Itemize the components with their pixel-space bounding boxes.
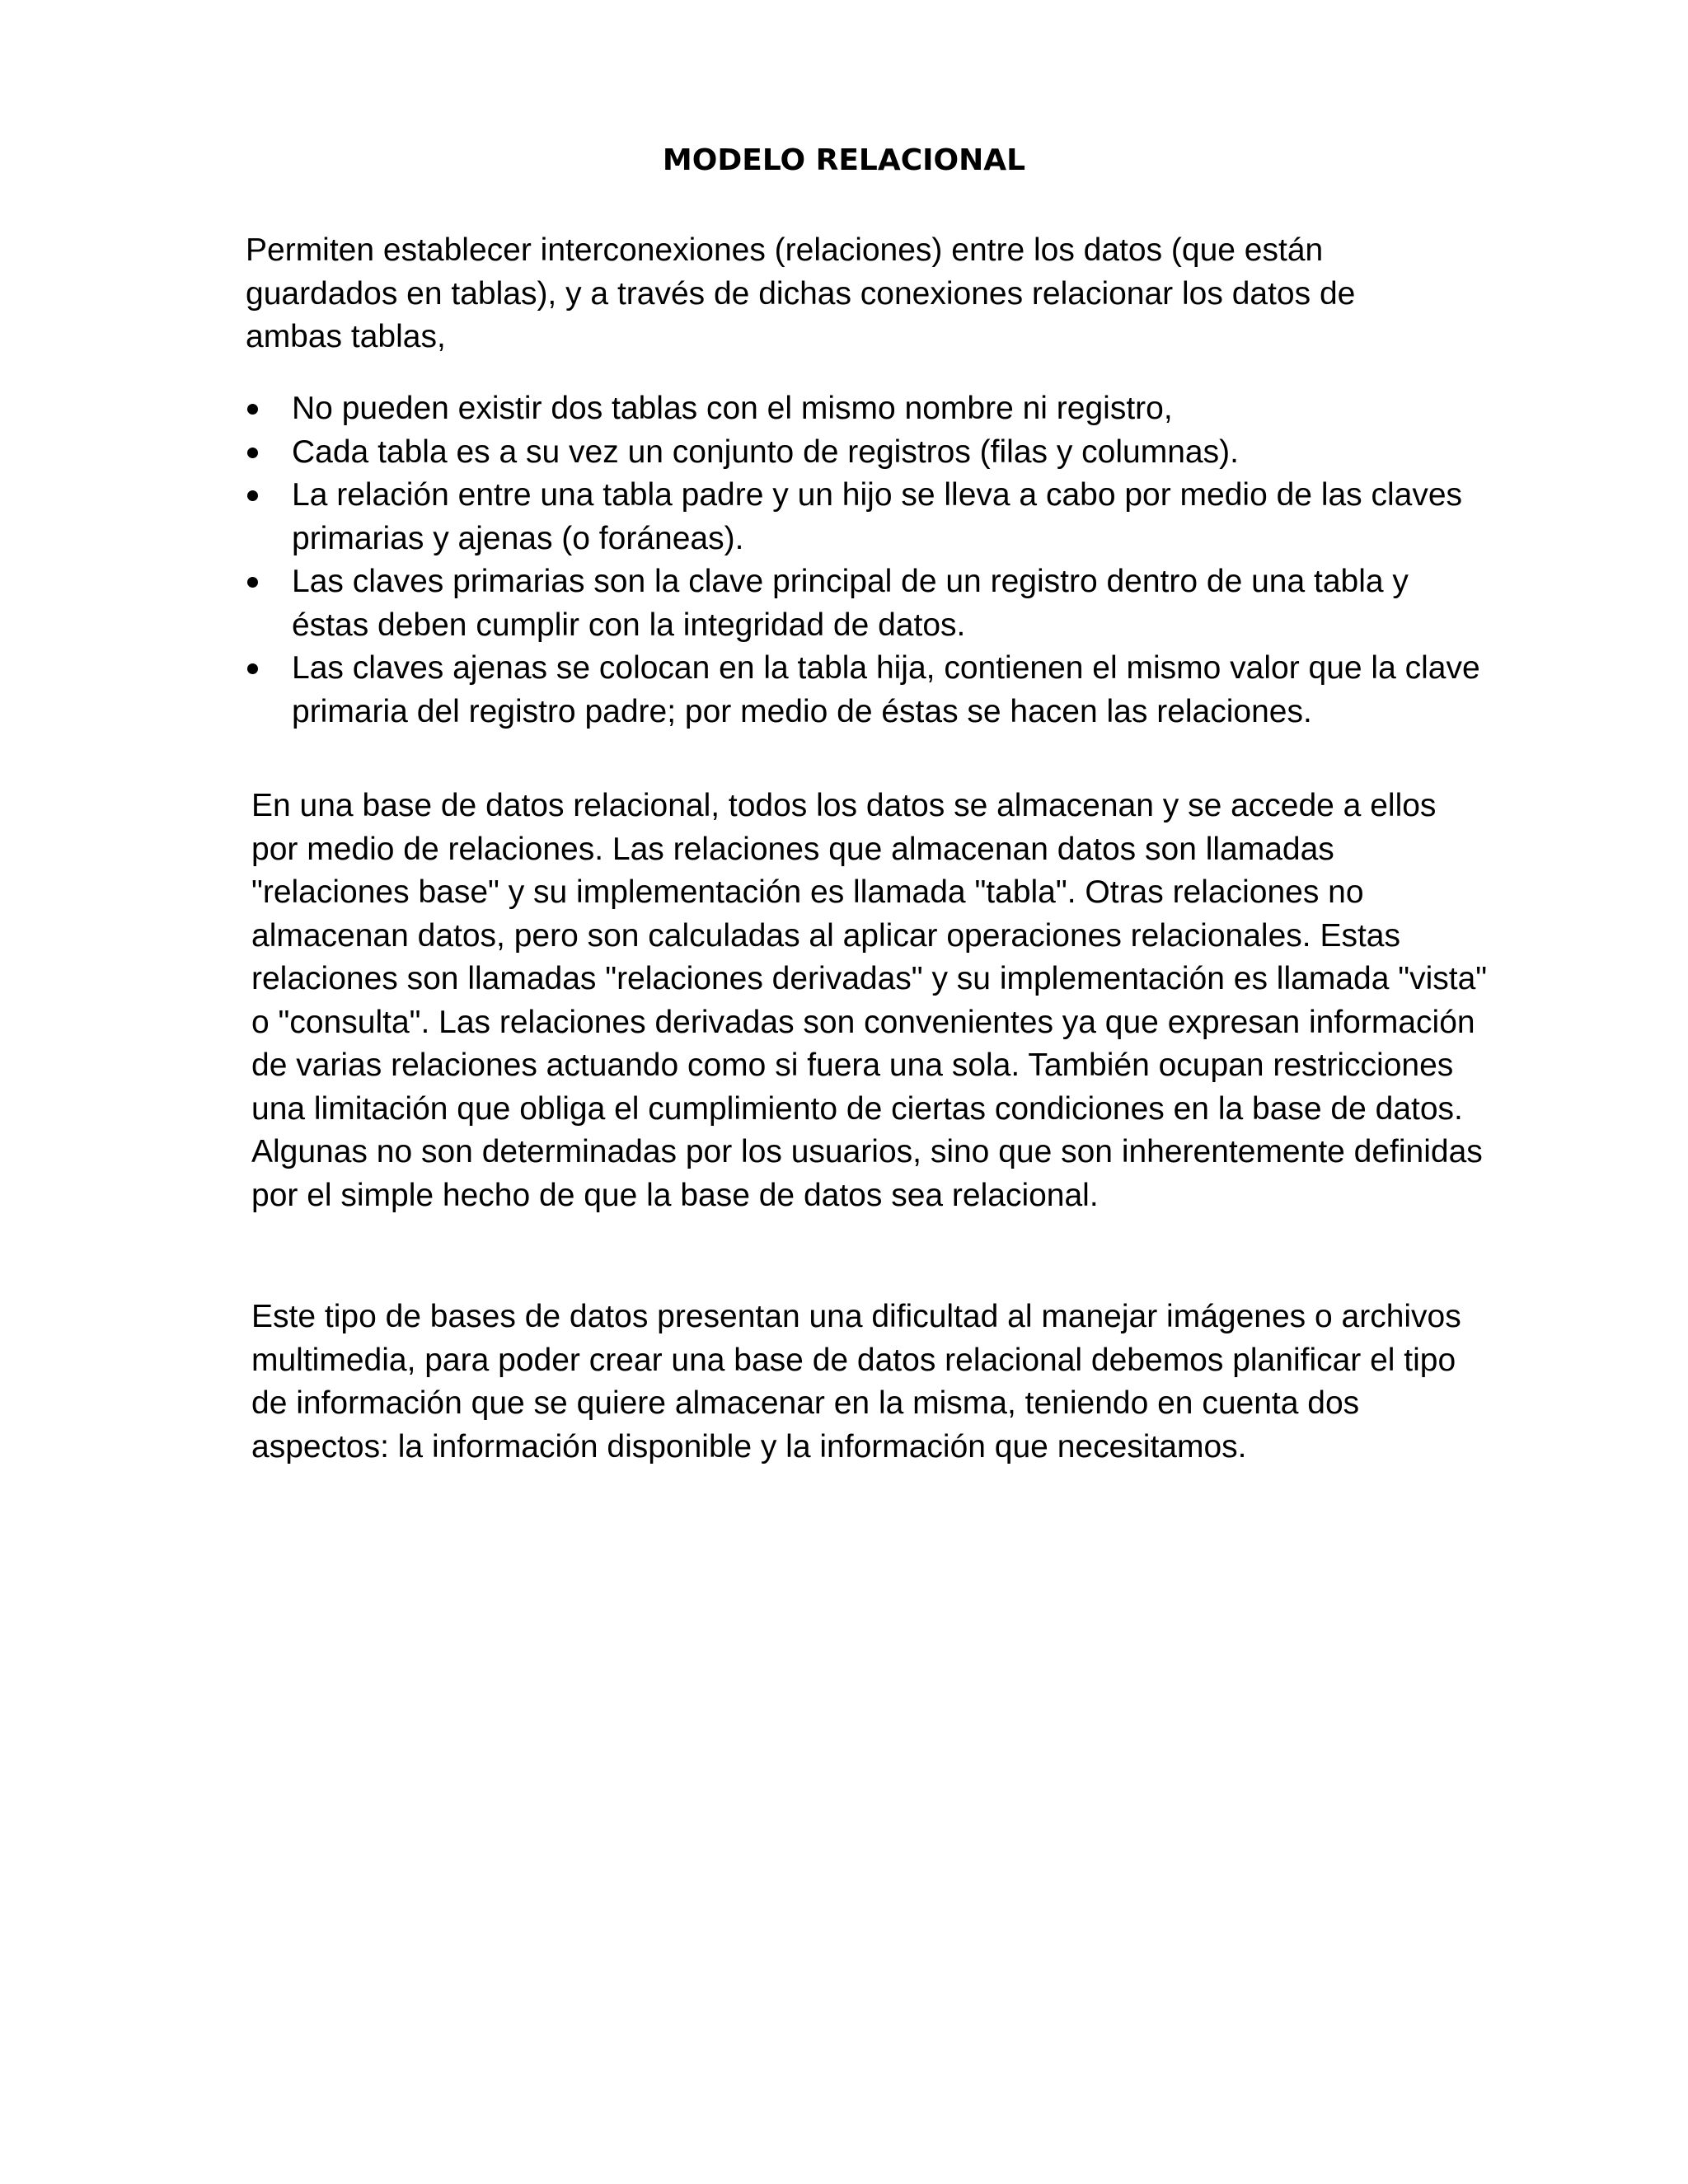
bullet-item xyxy=(246,474,1482,560)
bullet-item xyxy=(246,647,1482,733)
body-paragraph-difficulty: Este tipo de bases de datos presentan una dificultad al manejar imágenes o archivos multimedia, para poder crear una base de datos relacional debemos planificar el tipo de información que se quiere almacenar en la misma, teniendo en cuenta dos aspectos: la información disponible y la información que necesitamos. xyxy=(251,1299,1461,1465)
bullet-text: La relación entre una tabla padre y un hijo se lleva a cabo por medio de las claves primarias y ajenas (o foráneas). xyxy=(292,477,1463,556)
bullet-icon xyxy=(247,448,258,458)
intro-paragraph: Permiten establecer interconexiones (relaciones) entre los datos (que están guardados en tablas), y a través de dichas conexiones relacionar los datos de ambas tablas, xyxy=(246,232,1356,354)
bullet-item xyxy=(246,387,1482,431)
bullet-item xyxy=(246,431,1482,475)
document-title: MODELO RELACIONAL xyxy=(662,143,1026,177)
bullet-icon xyxy=(247,663,258,674)
bullet-text: Cada tabla es a su vez un conjunto de registros (filas y columnas). xyxy=(292,434,1239,470)
bullet-text: No pueden existir dos tablas con el mismo nombre ni registro, xyxy=(292,391,1173,426)
bullet-text: Las claves ajenas se colocan en la tabla hija, contienen el mismo valor que la clave primaria del registro padre; por medio de éstas se hacen las relaciones. xyxy=(292,650,1480,729)
bullet-text: Las claves primarias son la clave principal de un registro dentro de una tabla y éstas deben cumplir con la integridad de datos. xyxy=(292,564,1409,643)
bullet-icon xyxy=(247,577,258,588)
bullet-icon xyxy=(247,490,258,501)
bullet-item xyxy=(246,560,1482,647)
body-paragraph-relational: En una base de datos relacional, todos los datos se almacenan y se accede a ellos por medio de relaciones. Las relaciones que almacenan datos son llamadas "relaciones base" y su implementación es llamada "tabla". Otras relaciones no almacenan datos, pero son calculadas al aplicar operaciones relacionales. Estas relaciones son llamadas "relaciones derivadas" y su implementación es llamada "vista" o "consulta". Las relaciones derivadas son convenientes ya que expresan información de varias relaciones actuando como si fuera una sola. También ocupan restricciones una limitación que obliga el cumplimiento de ciertas condiciones en la base de datos. Algunas no son determinadas por los usuarios, sino que son inherentemente definidas por el simple hecho de que la base de datos sea relacional. xyxy=(251,788,1488,1213)
bullet-list xyxy=(246,387,1482,733)
bullet-icon xyxy=(247,404,258,415)
